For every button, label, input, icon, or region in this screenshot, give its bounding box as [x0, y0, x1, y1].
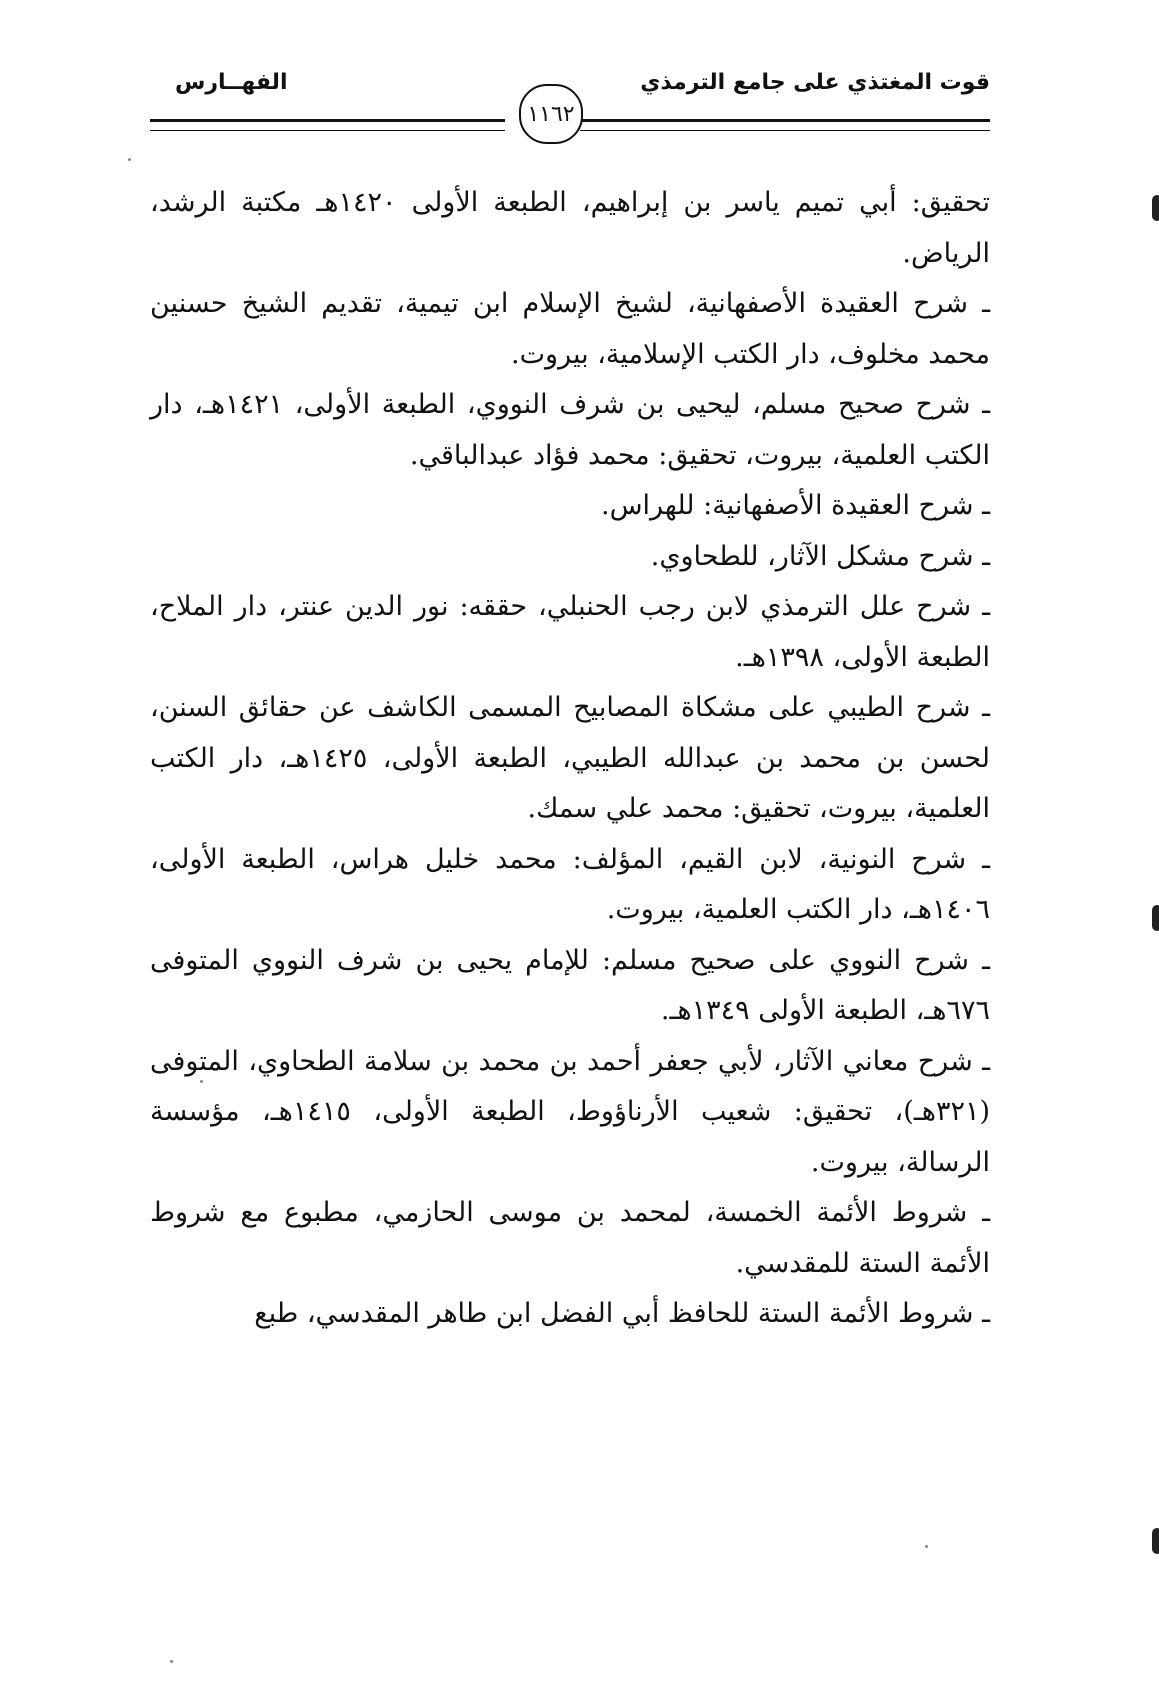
page-header — [150, 62, 990, 152]
section-title: الفهــارس — [175, 70, 288, 95]
bibliography-entry: تحقيق: أبي تميم ياسر بن إبراهيم، الطبعة الأولى ١٤٢٠هـ مكتبة الرشد، الرياض. — [150, 187, 990, 269]
scan-speck — [925, 1545, 928, 1548]
bibliography-entry: ـ شرح النووي على صحيح مسلم: للإمام يحيى بن شرف النووي المتوفى ٦٧٦هـ، الطبعة الأولى ١٣٤٩هـ. — [150, 944, 990, 1026]
bibliography-entry: ـ شرح العقيدة الأصفهانية، لشيخ الإسلام ابن تيمية، تقديم الشيخ حسنين محمد مخلوف، دار الكتب الإسلامية، بيروت. — [150, 288, 990, 370]
bibliography-entry: ـ شرح النونية، لابن القيم، المؤلف: محمد خليل هراس، الطبعة الأولى، ١٤٠٦هـ، دار الكتب العلمية، بيروت. — [150, 843, 990, 925]
bibliography-entry: ـ شرح مشكل الآثار، للطحاوي. — [650, 540, 990, 572]
page-number-text: ١١٦٢ — [527, 101, 575, 127]
scan-speck — [128, 158, 131, 161]
bibliography-entry: ـ شرح الطيبي على مشكاة المصابيح المسمى الكاشف عن حقائق السنن، لحسن بن محمد بن عبدالله الطيبي، الطبعة الأولى، ١٤٢٥هـ، دار الكتب العلمية، بيروت، تحقيق: محمد علي سمك. — [150, 692, 991, 824]
page-number — [519, 84, 583, 144]
margin-binding-mark — [1152, 905, 1159, 931]
bibliography-text — [150, 178, 990, 1340]
scan-speck — [170, 1660, 173, 1663]
margin-binding-mark — [1152, 195, 1159, 221]
bibliography-entry: ـ شرح العقيدة الأصفهانية: للهراس. — [600, 490, 990, 521]
bibliography-entry: ـ شروط الأئمة الستة للحافظ أبي الفضل ابن طاهر المقدسي، طبع — [254, 1298, 990, 1329]
margin-binding-mark — [1152, 1528, 1159, 1554]
header-rule-right — [580, 119, 990, 131]
book-title: قوت المغتذي على جامع الترمذي — [640, 70, 990, 95]
bibliography-entry: ـ شروط الأئمة الخمسة، لمحمد بن موسى الحازمي، مطبوع مع شروط الأئمة الستة للمقدسي. — [150, 1197, 990, 1279]
bibliography-entry: ـ شرح صحيح مسلم، ليحيى بن شرف النووي، الطبعة الأولى، ١٤٢١هـ، دار الكتب العلمية، بيروت، تحقيق: محمد فؤاد عبدالباقي. — [150, 389, 990, 471]
header-rule-left — [150, 119, 505, 131]
scan-speck — [200, 1080, 203, 1083]
bibliography-entry: ـ شرح علل الترمذي لابن رجب الحنبلي، حققه: نور الدين عنتر، دار الملاح، الطبعة الأولى، ١٣٩٨هـ. — [150, 591, 990, 673]
bibliography-entry: ـ شرح معاني الآثار، لأبي جعفر أحمد بن محمد بن سلامة الطحاوي، المتوفى (٣٢١هـ)، تحقيق: شعيب الأرناؤوط، الطبعة الأولى، ١٤١٥هـ، مؤسسة الرسالة، بيروت. — [150, 1045, 990, 1178]
